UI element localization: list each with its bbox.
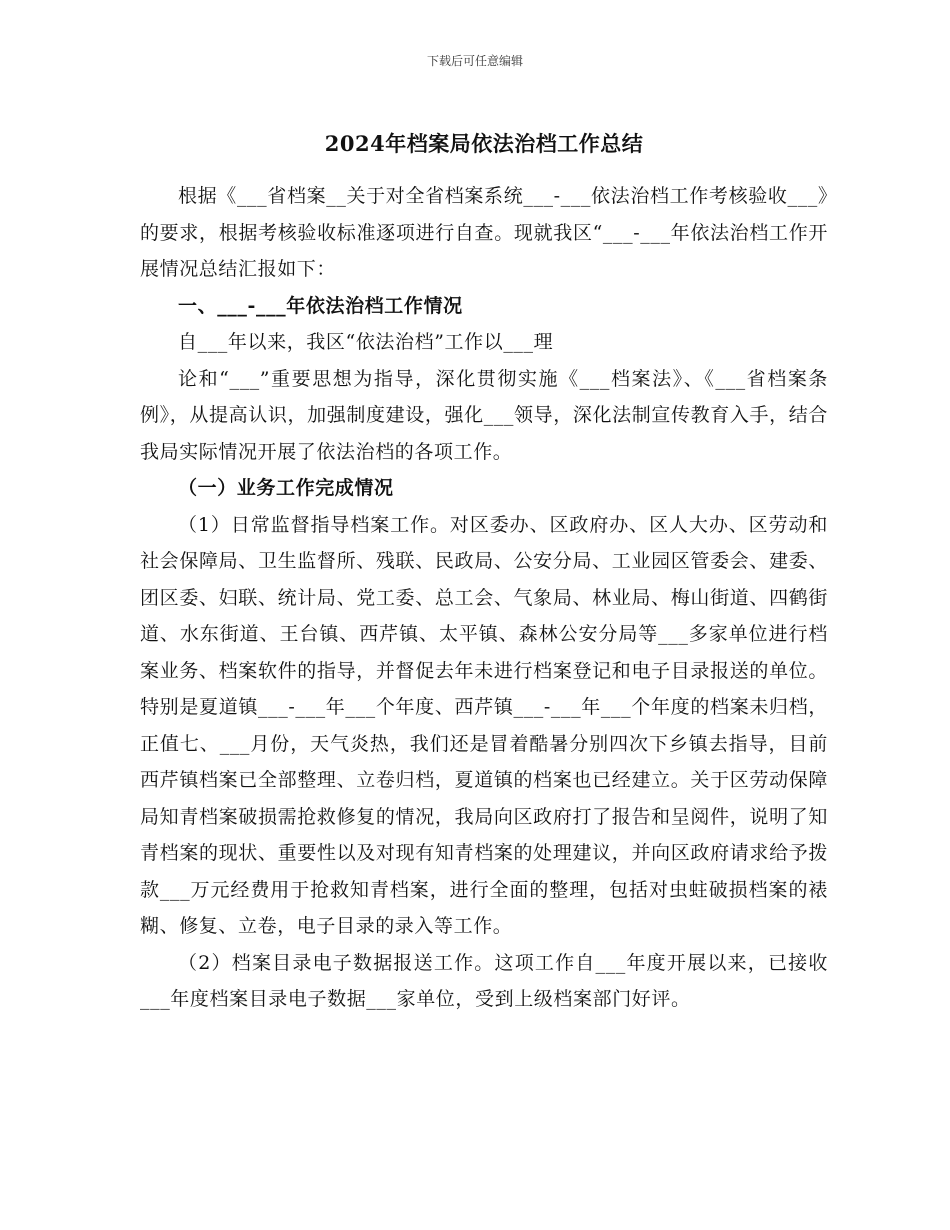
intro-paragraph: 根据《___省档案__关于对全省档案系统___-___依法治档工作考核验收___》的要求，根据考核验收标准逐项进行自查。现就我区“___-___年依法治档工作开展情况总结汇报如下： xyxy=(140,185,828,280)
document-body xyxy=(140,128,828,1018)
paragraph-since-year: 自___年以来，我区“依法治档”工作以___理 xyxy=(178,331,554,353)
document-title: 2024年档案局依法治档工作总结 xyxy=(324,131,644,156)
section-heading-1: 一、___-___年依法治档工作情况 xyxy=(178,294,463,317)
subsection-heading-1: （一）业务工作完成情况 xyxy=(178,477,394,499)
paragraph-daily-supervision: （1）日常监督指导档案工作。对区委办、区政府办、区人大办、区劳动和社会保障局、卫生监督所、残联、民政局、公安分局、工业园区管委会、建委、团区委、妇联、统计局、党工委、总工会、气象局、林业局、梅山街道、四鹤街道、水东街道、王台镇、西芹镇、太平镇、森林公安分局等___多家单位进行档案业务、档案软件的指导，并督促去年未进行档案登记和电子目录报送的单位。特别是夏道镇___-___年___个年度、西芹镇___-___年___个年度的档案未归档，正值七、___月份，天气炎热，我们还是冒着酷暑分别四次下乡镇去指导，目前西芹镇档案已全部整理、立卷归档，夏道镇的档案也已经建立。关于区劳动保障局知青档案破损需抢救修复的情况，我局向区政府打了报告和呈阅件，说明了知青档案的现状、重要性以及对现有知青档案的处理建议，并向区政府请求给予拨款___万元经费用于抢救知青档案，进行全面的整理，包括对虫蛀破损档案的裱糊、修复、立卷，电子目录的录入等工作。 xyxy=(140,513,828,937)
paragraph-electronic-data: （2）档案目录电子数据报送工作。这项工作自___年度开展以来，已接收___年度档案目录电子数据___家单位，受到上级档案部门好评。 xyxy=(140,951,828,1010)
page-header: 下载后可任意编辑 xyxy=(426,54,523,68)
paragraph-theory: 论和“___”重要思想为指导，深化贯彻实施《___档案法》、《___省档案条例》，从提高认识，加强制度建设，强化___领导，深化法制宣传教育入手，结合我局实际情况开展了依法治档的各项工作。 xyxy=(140,367,828,463)
